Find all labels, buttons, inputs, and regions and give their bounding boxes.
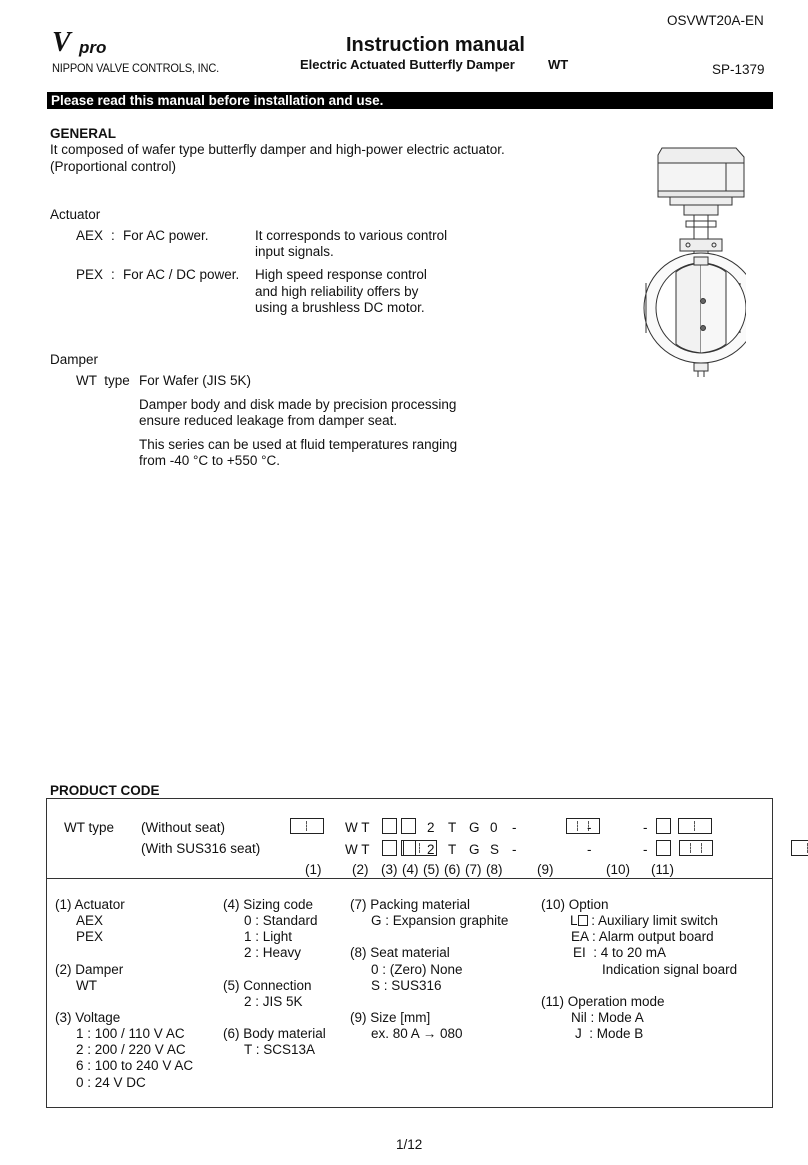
legend-mode-item: Nil : Mode A — [571, 1010, 644, 1025]
legend-sizing-item: 2 : Heavy — [244, 945, 302, 960]
general-line-2: (Proportional control) — [50, 159, 177, 174]
position-number: (3) — [381, 862, 398, 877]
position-number: (6) — [444, 862, 461, 877]
position-number: (7) — [465, 862, 482, 877]
code-char-body: T — [448, 842, 457, 857]
legend-body-title: (6) Body material — [223, 1026, 326, 1041]
code-dash: - — [512, 820, 517, 835]
legend-option-code: L — [570, 913, 578, 928]
actuator-code-aex: AEX — [76, 228, 104, 243]
legend-seat-item: S : SUS316 — [371, 978, 442, 993]
legend-mode-title: (11) Operation mode — [541, 994, 665, 1009]
actuator-desc-pex-2: and high reliability offers by — [255, 284, 419, 299]
code-dash: - — [512, 842, 517, 857]
position-number: (5) — [423, 862, 440, 877]
code-char-connection: 2 — [427, 842, 435, 857]
legend-option-title: (10) Option — [541, 897, 609, 912]
actuator-desc-pex-1: High speed response control — [255, 267, 427, 282]
legend-sizing-item: 1 : Light — [244, 929, 293, 944]
legend-sizing-item: 0 : Standard — [244, 913, 318, 928]
legend-voltage-item: 6 : 100 to 240 V AC — [76, 1058, 194, 1073]
position-number: (11) — [651, 862, 675, 877]
legend-mode-item: J : Mode B — [575, 1026, 644, 1041]
product-code-divider — [46, 878, 773, 879]
model-code: WT — [548, 57, 569, 72]
page-number: 1/12 — [396, 1137, 423, 1152]
actuator-desc-aex-2: input signals. — [255, 244, 334, 259]
legend-connection-item: 2 : JIS 5K — [244, 994, 303, 1009]
legend-seat-item: 0 : (Zero) None — [371, 962, 463, 977]
position-number: (10) — [606, 862, 631, 877]
logo-mark: V — [52, 27, 71, 58]
legend-option-item: EA : Alarm output board — [571, 929, 714, 944]
legend-size-title: (9) Size [mm] — [350, 1010, 431, 1025]
code-box-mode — [656, 840, 671, 856]
damper-type-desc: For Wafer (JIS 5K) — [139, 373, 252, 388]
position-number: (1) — [305, 862, 322, 877]
code-box-actuator — [290, 818, 324, 834]
legend-damper-item: WT — [76, 978, 97, 993]
legend-body-item: T : SCS13A — [244, 1042, 316, 1057]
code-dash: - — [643, 820, 648, 835]
code-box-option — [678, 818, 712, 834]
actuator-code-pex: PEX — [76, 267, 104, 282]
position-number: (2) — [352, 862, 369, 877]
code-char-seat: S — [490, 842, 500, 857]
code-box-size — [566, 818, 600, 834]
code-box-voltage — [382, 840, 397, 856]
legend-voltage-title: (3) Voltage — [55, 1010, 121, 1025]
damper-para-2-line-1: This series can be used at fluid temperatures ranging — [139, 437, 458, 452]
damper-heading: Damper — [50, 352, 99, 367]
code-dash: - — [643, 842, 648, 857]
legend-option-item: EI : 4 to 20 mA — [573, 945, 667, 960]
actuator-desc-pex-3: using a brushless DC motor. — [255, 300, 425, 315]
actuator-heading: Actuator — [50, 207, 101, 222]
code-char-body: T — [448, 820, 457, 835]
legend-size-item: ex. 80 A → 080 — [371, 1026, 463, 1041]
actuator-power-aex: For AC power. — [123, 228, 209, 243]
code-char-seat: 0 — [490, 820, 498, 835]
general-line-1: It composed of wafer type butterfly damper and high-power electric actuator. — [50, 142, 505, 157]
legend-option-text: : Auxiliary limit switch — [591, 913, 719, 928]
legend-connection-title: (5) Connection — [223, 978, 312, 993]
placeholder-box — [578, 915, 588, 926]
damper-illustration — [636, 143, 746, 383]
page-subtitle: Electric Actuated Butterfly Damper — [300, 57, 515, 72]
damper-para-1-line-2: ensure reduced leakage from damper seat. — [139, 413, 398, 428]
position-number: (8) — [486, 862, 503, 877]
damper-para-2-line-2: from -40 °C to +550 °C. — [139, 453, 280, 468]
damper-type: WT type — [76, 373, 130, 388]
code-wt: W T — [345, 842, 370, 857]
legend-actuator-item: AEX — [76, 913, 104, 928]
position-number: (4) — [402, 862, 419, 877]
code-box-sizing — [401, 840, 416, 856]
code-wt: W T — [345, 820, 370, 835]
position-number: (9) — [537, 862, 554, 877]
code-dash: - — [587, 842, 592, 857]
actuator-sep: : — [111, 267, 115, 282]
legend-actuator-item: PEX — [76, 929, 104, 944]
general-heading: GENERAL — [50, 126, 117, 141]
actuator-sep: : — [111, 228, 115, 243]
legend-damper-title: (2) Damper — [55, 962, 124, 977]
code-box-option — [791, 840, 808, 856]
legend-voltage-item: 2 : 200 / 220 V AC — [76, 1042, 186, 1057]
code-box-sizing — [401, 818, 416, 834]
code-box-mode — [656, 818, 671, 834]
code-char-packing: G — [469, 842, 480, 857]
legend-actuator-title: (1) Actuator — [55, 897, 125, 912]
legend-sizing-title: (4) Sizing code — [223, 897, 314, 912]
code-dash: - — [587, 820, 592, 835]
legend-voltage-item: 0 : 24 V DC — [76, 1075, 146, 1090]
company-name: NIPPON VALVE CONTROLS, INC. — [52, 61, 220, 75]
document-code: OSVWT20A-EN — [667, 13, 764, 28]
damper-para-1-line-1: Damper body and disk made by precision processing — [139, 397, 457, 412]
legend-packing-title: (7) Packing material — [350, 897, 471, 912]
legend-packing-item: G : Expansion graphite — [371, 913, 509, 928]
without-seat-label: (Without seat) — [141, 820, 226, 835]
product-code-row-label: WT type — [64, 820, 115, 835]
code-char-connection: 2 — [427, 820, 435, 835]
code-char-packing: G — [469, 820, 480, 835]
legend-voltage-item: 1 : 100 / 110 V AC — [76, 1026, 185, 1041]
with-seat-label: (With SUS316 seat) — [141, 841, 261, 856]
spec-number: SP-1379 — [712, 62, 765, 77]
page-title: Instruction manual — [346, 34, 525, 56]
product-code-heading: PRODUCT CODE — [50, 783, 160, 798]
code-box-voltage — [382, 818, 397, 834]
legend-option-item: Indication signal board — [602, 962, 738, 977]
legend-seat-title: (8) Seat material — [350, 945, 450, 960]
code-box-size — [679, 840, 713, 856]
actuator-power-pex: For AC / DC power. — [123, 267, 240, 282]
logo-word: pro — [79, 38, 107, 57]
legend-option-item-limit-switch — [570, 913, 718, 928]
warning-banner: Please read this manual before installation and use. — [47, 92, 773, 109]
actuator-desc-aex-1: It corresponds to various control — [255, 228, 448, 243]
